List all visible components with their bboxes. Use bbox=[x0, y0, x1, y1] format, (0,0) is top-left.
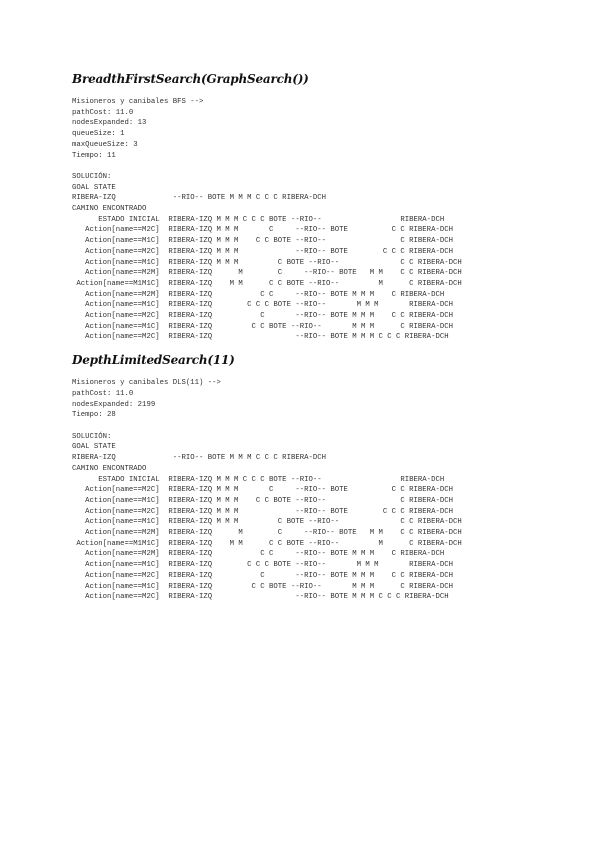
dls-console-output: Misioneros y canibales DLS(11) --> pathCost: 11.0 nodesExpanded: 2199 Tiempo: 28 SOLUCIÓN: GOAL STATE RIBERA-IZQ --RIO-- BOTE M M M C C C RIBERA-DCH CAMINO ENCONTRADO ESTADO INICIAL RIBERA-IZQ M M M C C C BOTE --RIO-- RIBERA-DCH Action[name==M2C] RIBERA-IZQ M M M C --RIO-- BOTE C C RIBERA-DCH Action[name==M1C] RIBERA-IZQ M M M C C BOTE --RIO-- C RIBERA-DCH Action[name==M2C] RIBERA-IZQ M M M --RIO-- BOTE C C C RIBERA-DCH Action[name==M1C] RIBERA-IZQ M M M C BOTE --RIO-- C C RIBERA-DCH Action[name==M2M] RIBERA-IZQ M C --RIO-- BOTE M M C C RIBERA-DCH Action[name==M1M1C] RIBERA-IZQ M M C C BOTE --RIO-- M C RIBERA-DCH Action[name==M2M] RIBERA-IZQ C C --RIO-- BOTE M M M C RIBERA-DCH Action[name==M1C] RIBERA-IZQ C C C BOTE --RIO-- M M M RIBERA-DCH Action[name==M2C] RIBERA-IZQ C --RIO-- BOTE M M M C C RIBERA-DCH Action[name==M1C] RIBERA-IZQ C C BOTE --RIO-- M M M C RIBERA-DCH Action[name==M2C] RIBERA-IZQ --RIO-- BOTE M M M C C C RIBERA-DCH bbox=[72, 379, 462, 602]
section-title-dls: DepthLimitedSearch(11) bbox=[72, 353, 235, 368]
section-title-bfs: BreadthFirstSearch(GraphSearch()) bbox=[72, 72, 309, 86]
bfs-console-output: Misioneros y canibales BFS --> pathCost: 11.0 nodesExpanded: 13 queueSize: 1 maxQueueSize: 3 Tiempo: 11 SOLUCIÓN: GOAL STATE RIBERA-IZQ --RIO-- BOTE M M M C C C RIBERA-DCH CAMINO ENCONTRADO ESTADO INICIAL RIBERA-IZQ M M M C C C BOTE --RIO-- RIBERA-DCH Action[name==M2C] RIBERA-IZQ M M M C --RIO-- BOTE C C RIBERA-DCH Action[name==M1C] RIBERA-IZQ M M M C C BOTE --RIO-- C RIBERA-DCH Action[name==M2C] RIBERA-IZQ M M M --RIO-- BOTE C C C RIBERA-DCH Action[name==M1C] RIBERA-IZQ M M M C BOTE --RIO-- C C RIBERA-DCH Action[name==M2M] RIBERA-IZQ M C --RIO-- BOTE M M C C RIBERA-DCH Action[name==M1M1C] RIBERA-IZQ M M C C BOTE --RIO-- M C RIBERA-DCH Action[name==M2M] RIBERA-IZQ C C --RIO-- BOTE M M M C RIBERA-DCH Action[name==M1C] RIBERA-IZQ C C C BOTE --RIO-- M M M RIBERA-DCH Action[name==M2C] RIBERA-IZQ C --RIO-- BOTE M M M C C RIBERA-DCH Action[name==M1C] RIBERA-IZQ C C BOTE --RIO-- M M M C RIBERA-DCH Action[name==M2C] RIBERA-IZQ --RIO-- BOTE M M M C C C RIBERA-DCH bbox=[72, 98, 462, 342]
document-page bbox=[72, 72, 572, 603]
